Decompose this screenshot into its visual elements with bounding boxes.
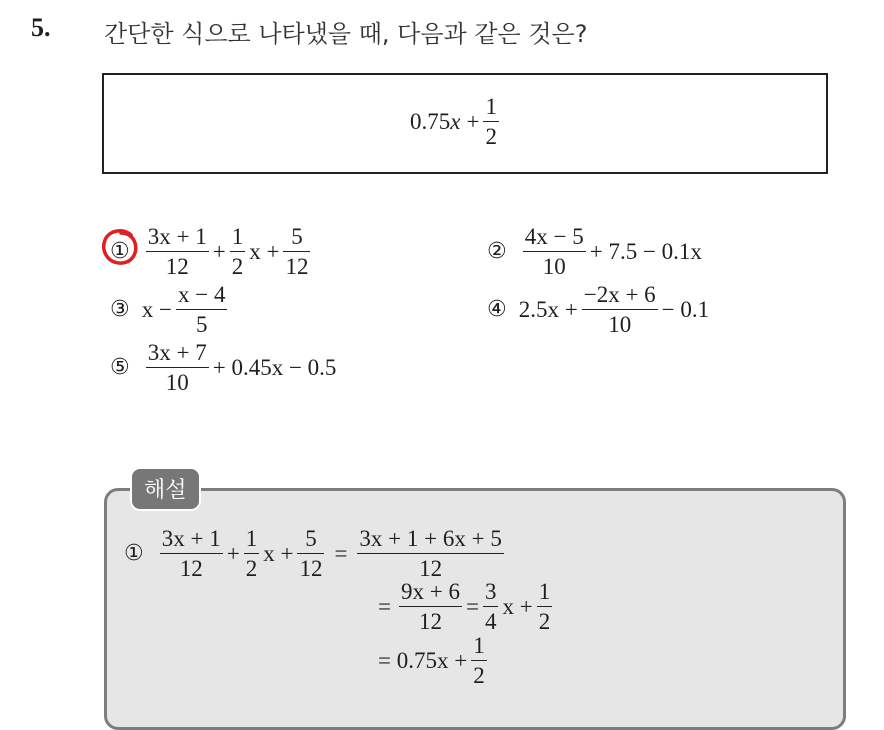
solution-line-3: = 0.75x + $\frac{1}{2}$ [378,633,485,688]
option-5[interactable]: ⑤ $\frac{3x + 7}{10}$ + 0.45x − 0.5 [110,340,337,395]
question-text: 간단한 식으로 나타냈을 때, 다음과 같은 것은? [104,20,588,48]
option-2[interactable]: ② $\frac{4x - 5}{10}$ + 7.5 − 0.1x [487,224,702,279]
option-2-marker: ② [487,238,507,264]
question-number: 5. [31,13,51,42]
solution-tag: 해설 [130,467,201,511]
solution-marker: ① [124,540,144,566]
option-1[interactable]: ① $\frac{3x + 1}{12}$ + $\frac{1}{2}$ x + $\frac{5}{12}$ [110,224,309,279]
option-3-marker: ③ [110,296,130,322]
solution-line-1: ① $\frac{3x + 1}{12}$ + $\frac{1}{2}$ x + $\frac{5}{12}$ = $\frac{3x + 1 + 6x + 5}{12}$ [124,526,502,581]
option-4[interactable]: ④ 2.5x + $\frac{-2x + 6}{10}$ − 0.1 [487,282,710,337]
option-4-marker: ④ [487,296,507,322]
option-5-marker: ⑤ [110,354,130,380]
given-expression: 0.75 x + $\frac{1}{2}$ [410,94,497,149]
solution-line-2: = $\frac{9x + 6}{12}$ = $\frac{3}{4}$ x + $\frac{1}{2}$ [378,579,551,634]
option-3[interactable]: ③ x − $\frac{x - 4}{5}$ [110,282,226,337]
option-1-marker: ① [110,238,130,264]
